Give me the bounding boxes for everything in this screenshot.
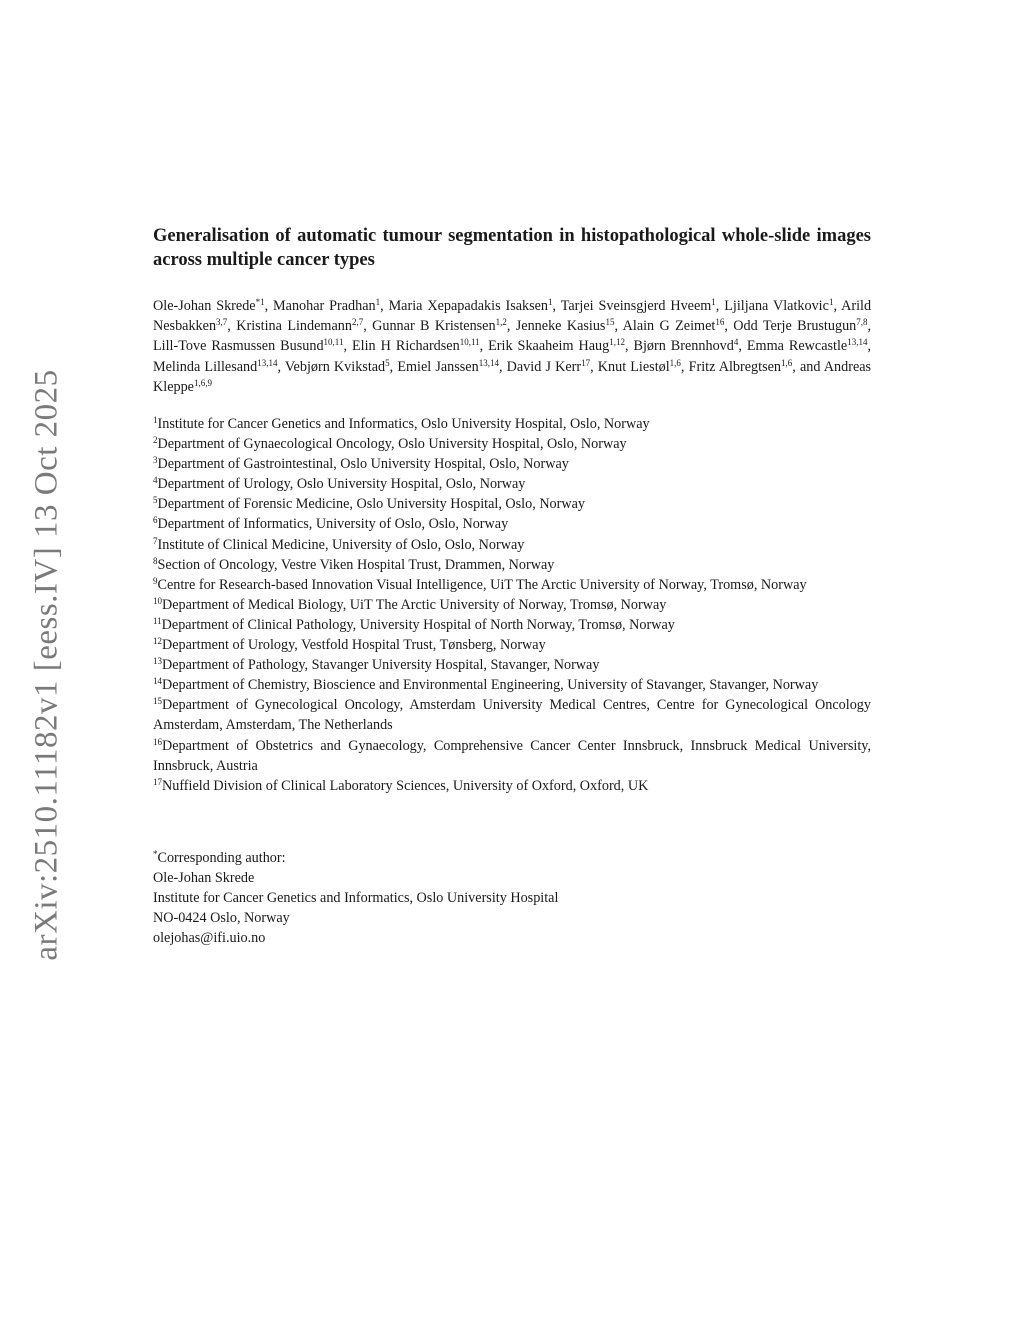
affiliation-number: 4 [153,475,158,486]
author-affiliation-marker: 10,11 [323,337,344,348]
affiliation-text: Department of Medical Biology, UiT The Arctic University of Norway, Tromsø, Norway [162,596,667,613]
corresponding-author-block [153,848,871,948]
affiliation-number: 14 [153,676,162,687]
author [689,359,793,375]
author-affiliation-marker: 1 [828,297,834,307]
affiliation-item [153,695,871,735]
arxiv-sidebar-stamp [22,365,72,965]
corresponding-label-line [153,848,871,868]
affiliation-number: 3 [153,455,158,466]
affiliation-item [153,514,871,534]
author-name: Odd Terje Brustugun [733,318,857,335]
author-name: Alain G Zeimet [622,318,716,335]
affiliation-item [153,555,871,575]
affiliation-text: Department of Forensic Medicine, Oslo University Hospital, Oslo, Norway [157,496,586,513]
author [153,338,343,354]
author-name: Vebjørn Kvikstad [284,358,386,375]
author-name: Emma Rewcastle [746,338,848,355]
author-affiliation-marker: 5 [385,357,390,368]
affiliation-item [153,655,871,675]
author-affiliation-marker: 1,2 [495,317,507,328]
affiliation-item [153,675,871,695]
author [598,359,681,375]
affiliation-item [153,434,871,454]
affiliation-number: 5 [153,495,158,506]
arxiv-identifier: arXiv:2510.11182v1 [eess.IV] 13 Oct 2025 [28,369,65,961]
corresponding-address: NO-0424 Oslo, Norway [153,910,290,927]
affiliation-text: Department of Urology, Vestfold Hospital Trust, Tønsberg, Norway [162,637,546,654]
affiliation-item [153,595,871,615]
author [634,338,739,354]
affiliation-number: 6 [153,515,158,526]
author-affiliation-marker: 1,6 [669,357,681,368]
affiliation-text: Department of Gynaecological Oncology, Oslo University Hospital, Oslo, Norway [157,436,627,453]
author-name: Gunnar B Kristensen [372,318,496,335]
corresponding-name: Ole-Johan Skrede [153,869,255,886]
author-name: David J Kerr [506,358,582,375]
author-name: Andreas Kleppe [153,358,872,395]
author-name: Elin H Richardsen [352,338,460,355]
affiliation-number: 16 [153,736,162,747]
affiliation-item [153,575,871,595]
corresponding-email-link[interactable]: olejohas@ifi.uio.no [153,930,266,947]
author [733,318,867,334]
author-affiliation-marker: 4 [733,337,739,348]
author-list: Ole-Johan Skrede$^{*1}$, Manohar Pradhan$^1$, Maria Xepapadakis Isaksen$^1$, Tarjei Sveinsgjerd Hveem$^1$, Ljiljana Vlatkovic$^1$, Arild Nesbakken$^{3,7}$, Kristina Lindemann$^{2,7}$, Gunnar B Kristensen$^{1,2}$, Jenneke Kasius$^{15}$, Alain G Zeimet$^{16}$, Odd Terje Brustugun$^{7,8}$, Lill-Tove Rasmussen Busund$^{10,11}$, Elin H Richardsen$^{10,11}$, Erik Skaaheim Haug$^{1,12}$, Bjørn Brennhovd$^4$, Emma Rewcastle$^{13,14}$, Melinda Lillesand$^{13,14}$, Vebjørn Kvikstad$^5$, Emiel Janssen$^{13,14}$, David J Kerr$^{17}$, Knut Liestøl$^{1,6}$, Fritz Albregtsen$^{1,6}$, and Andreas Kleppe$^{1,6,9}$ [153,297,872,395]
author [561,298,716,314]
corresponding-institution: Institute for Cancer Genetics and Informatics, Oslo University Hospital [153,889,559,906]
affiliation-number: 9 [153,575,158,586]
affiliation-number: 7 [153,535,158,546]
author [724,298,833,314]
author-name: Erik Skaaheim Haug [488,338,610,355]
affiliation-number: 8 [153,555,158,566]
author-affiliation-marker: 17 [581,357,591,368]
author-name: Maria Xepapadakis Isaksen [388,298,549,314]
author [352,338,480,354]
affiliation-item [153,615,871,635]
affiliation-item [153,414,871,434]
affiliation-number: 17 [153,776,162,787]
affiliation-number: 2 [153,435,158,446]
author-affiliation-marker: 1,12 [609,337,625,348]
affiliation-number: 10 [153,595,162,606]
author-affiliation-marker: 10,11 [459,337,480,348]
affiliation-text: Department of Informatics, University of Oslo, Oslo, Norway [157,516,509,533]
author-name: Manohar Pradhan [273,298,376,314]
author [516,318,615,334]
affiliation-text: Centre for Research-based Innovation Visual Intelligence, UiT The Arctic University of Norway, Tromsø, Norway [157,576,807,593]
affiliation-item [153,535,871,555]
affiliation-item [153,736,871,776]
affiliation-list [153,414,871,796]
author-affiliation-marker: 13,14 [257,357,278,368]
affiliation-text: Institute for Cancer Genetics and Informatics, Oslo University Hospital, Oslo, Norway [157,416,650,433]
affiliation-number: 11 [153,615,162,626]
affiliation-number: 12 [153,636,162,647]
author-affiliation-marker: 16 [715,317,725,328]
affiliation-item [153,454,871,474]
affiliation-text: Department of Gynecological Oncology, Amsterdam University Medical Centres, Centre for Gynecological Oncology Amsterdam, Amsterdam, The Netherlands [153,697,871,734]
author-name: Ole-Johan Skrede [153,298,256,314]
author-name: Kristina Lindemann [236,318,352,335]
affiliation-number: 1 [153,415,158,426]
author [507,359,590,375]
affiliation-text: Department of Clinical Pathology, University Hospital of North Norway, Tromsø, Norway [161,616,675,633]
author-affiliation-marker: 15 [605,317,615,328]
author-name: Lill-Tove Rasmussen Busund [153,338,324,355]
affiliation-text: Section of Oncology, Vestre Viken Hospital Trust, Drammen, Norway [157,556,555,573]
title-page [153,224,871,948]
author-affiliation-marker: 1 [375,297,381,307]
affiliation-text: Institute of Clinical Medicine, University of Oslo, Oslo, Norway [157,536,525,553]
paper-title: Generalisation of automatic tumour segmentation in histopathological whole-slide images across multiple cancer types [153,226,871,270]
author-name: Fritz Albregtsen [688,358,781,375]
author-affiliation-marker: 1 [548,297,553,307]
corresponding-label: Corresponding author: [157,849,286,866]
author-name: Arild Nesbakken [153,298,872,335]
affiliation-text: Department of Obstetrics and Gynaecology, Comprehensive Cancer Center Innsbruck, Innsbruck Medical University, Innsbruck, Austria [153,737,871,774]
author-affiliation-marker: 3,7 [216,317,228,328]
author [285,359,390,375]
affiliation-number: 15 [153,696,162,707]
author-affiliation-marker: 7,8 [856,317,868,328]
author-name: Bjørn Brennhovd [633,338,734,355]
affiliation-text: Department of Gastrointestinal, Oslo University Hospital, Oslo, Norway [157,456,569,473]
affiliation-item [153,494,871,514]
author [372,318,507,334]
affiliation-text: Department of Pathology, Stavanger University Hospital, Stavanger, Norway [162,657,600,674]
author-affiliation-marker: 13,14 [847,337,868,348]
author [273,298,380,314]
affiliation-text: Nuffield Division of Clinical Laboratory Sciences, University of Oxford, Oxford, UK [162,777,649,794]
author-conjunction: and [799,358,821,375]
affiliation-text: Department of Urology, Oslo University Hospital, Oslo, Norway [157,476,526,493]
author-affiliation-marker: 1 [711,297,716,307]
author-name: Ljiljana Vlatkovic [724,298,829,314]
author-affiliation-marker: 1,6 [781,357,793,368]
affiliation-item [153,776,871,796]
author [153,298,265,314]
author [747,338,868,354]
affiliation-item [153,474,871,494]
author [153,359,277,375]
affiliation-text: Department of Chemistry, Bioscience and Environmental Engineering, University of Stavanger, Stavanger, Norway [162,677,819,694]
author-name: Knut Liestøl [597,358,670,375]
corresponding-marker: * [153,848,158,859]
author-name: Tarjei Sveinsgjerd Hveem [560,298,712,314]
author [488,338,625,354]
author-name: Jenneke Kasius [515,318,606,335]
author [397,359,499,375]
affiliation-item [153,635,871,655]
author [236,318,363,334]
author-affiliation-marker: 13,14 [478,357,499,368]
author [389,298,553,314]
author-affiliation-marker: 1,6,9 [193,377,212,388]
author-name: Emiel Janssen [397,358,479,375]
author [623,318,725,334]
author-name: Melinda Lillesand [153,358,258,375]
author-affiliation-marker: *1 [255,297,265,307]
author-affiliation-marker: 2,7 [351,317,364,328]
affiliation-number: 13 [153,656,162,667]
